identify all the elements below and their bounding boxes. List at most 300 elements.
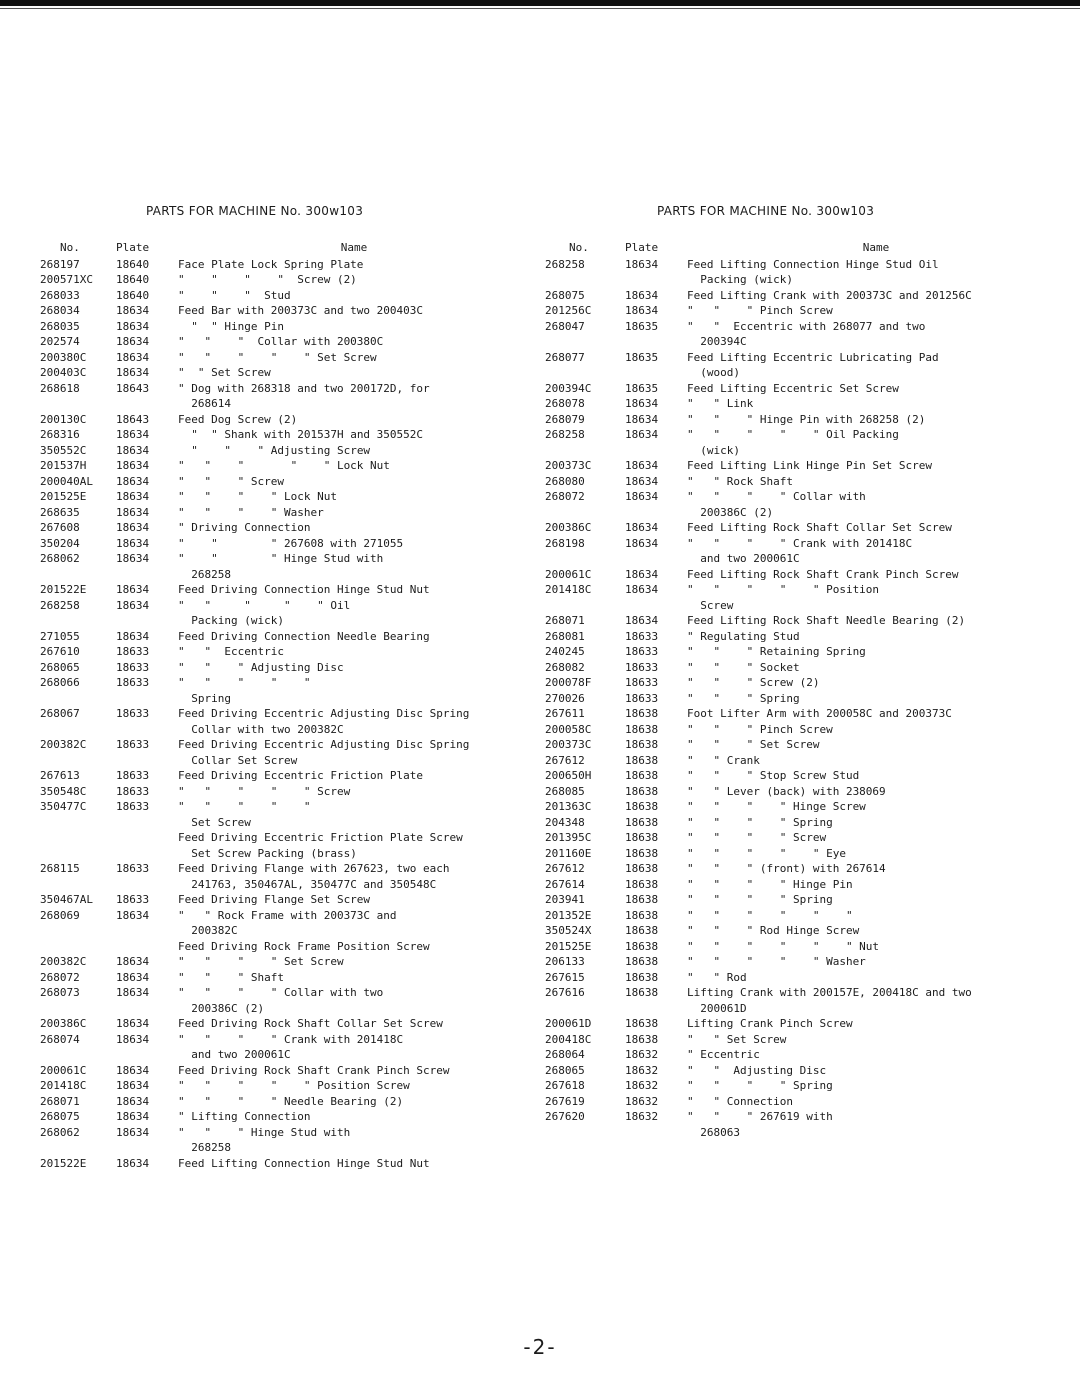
part-row	[40, 737, 530, 768]
part-name: " Driving Connection	[178, 521, 311, 534]
plate-number: 18634	[116, 1125, 150, 1139]
part-name: " " " " Spring	[687, 1079, 833, 1092]
plate-number: 18633	[625, 629, 659, 643]
part-number: 350548C	[40, 784, 87, 798]
left-column-title: PARTS FOR MACHINE No. 300w103	[146, 204, 364, 218]
part-row	[545, 1032, 1065, 1048]
part-row	[545, 691, 1065, 707]
part-name: " " " Pinch Screw	[687, 304, 833, 317]
plate-number: 18634	[625, 428, 659, 441]
part-number: 201363C	[545, 800, 592, 813]
part-number: 267616	[545, 986, 585, 999]
part-name: " " " " Spring	[687, 893, 833, 906]
part-row	[40, 629, 530, 645]
part-name: Feed Lifting Link Hinge Pin Set Screw	[687, 459, 933, 472]
part-name: " " Rock Shaft	[687, 474, 793, 488]
plate-number: 18633	[116, 660, 150, 674]
part-row	[545, 970, 1065, 986]
part-row	[545, 877, 1065, 893]
part-name: Feed Bar with 200373C and two 200403C	[178, 304, 424, 317]
part-row	[40, 427, 530, 443]
part-name: " " " Socket	[687, 660, 800, 674]
plate-number: 18638	[625, 707, 659, 720]
part-name: Face Plate Lock Spring Plate	[178, 257, 364, 271]
part-row	[545, 892, 1065, 908]
part-row	[545, 737, 1065, 753]
plate-number: 18638	[625, 769, 659, 782]
plate-number: 18634	[116, 366, 150, 379]
part-name: Feed Lifting Connection Hinge Stud Oil Packing (wick)	[687, 257, 939, 286]
part-row	[545, 830, 1065, 846]
plate-number: 18634	[116, 474, 150, 488]
part-number: 270026	[545, 691, 585, 705]
part-name: " " Rock Frame with 200373C and 200382C	[178, 908, 397, 937]
part-row	[545, 1094, 1065, 1110]
part-number: 268080	[545, 474, 585, 488]
part-name: " " " " " Oil Packing (wick)	[687, 428, 899, 457]
part-name: " Lifting Connection	[178, 1110, 311, 1123]
part-number: 200386C	[545, 521, 592, 534]
part-row	[40, 846, 530, 862]
part-row	[40, 458, 530, 474]
part-name: " " Hinge Pin	[178, 319, 284, 333]
plate-number: 18635	[625, 319, 659, 333]
plate-number: 18634	[116, 536, 150, 550]
part-name: " " " " " Oil Packing (wick)	[178, 598, 351, 627]
part-row	[40, 474, 530, 490]
part-number: 202574	[40, 335, 80, 348]
part-row	[545, 350, 1065, 381]
part-name: " " " Set Screw	[687, 738, 820, 751]
part-number: 267613	[40, 769, 80, 782]
part-row	[545, 1016, 1065, 1032]
part-number: 200380C	[40, 350, 87, 364]
part-number: 200382C	[40, 955, 87, 968]
part-number: 200061D	[545, 1017, 592, 1030]
plate-number: 18634	[625, 257, 659, 271]
part-row	[40, 505, 530, 521]
part-number: 200040AL	[40, 474, 93, 488]
part-number: 350204	[40, 536, 80, 550]
part-name: Feed Driving Rock Shaft Crank Pinch Screw	[178, 1063, 450, 1077]
part-name: " " " Retaining Spring	[687, 645, 866, 658]
part-name: Feed Driving Rock Frame Position Screw	[178, 939, 430, 953]
plate-number: 18638	[625, 986, 659, 999]
part-number: 268033	[40, 288, 80, 302]
plate-number: 18634	[116, 521, 150, 534]
part-number: 268069	[40, 908, 80, 922]
part-name: " " " " " "	[687, 908, 853, 922]
part-number: 200058C	[545, 722, 592, 736]
part-name: " " " " " Position Screw	[687, 583, 880, 612]
part-row	[545, 489, 1065, 520]
plate-number: 18634	[116, 1079, 150, 1092]
part-number: 200571XC	[40, 273, 93, 286]
plate-number: 18638	[625, 784, 659, 798]
part-name: Feed Driving Rock Shaft Collar Set Screw	[178, 1017, 443, 1030]
part-number: 268067	[40, 707, 80, 720]
part-row	[545, 396, 1065, 412]
part-row	[40, 675, 530, 706]
part-name: Set Screw Packing (brass)	[178, 846, 357, 860]
part-name: " " " " " Eye	[687, 846, 846, 860]
part-row	[545, 520, 1065, 536]
plate-number: 18643	[116, 381, 150, 395]
left-parts-column	[40, 204, 530, 1171]
part-number: 268077	[545, 350, 585, 364]
plate-number: 18638	[625, 955, 659, 968]
part-name: " " " " " Washer	[687, 955, 866, 968]
plate-number: 18634	[625, 397, 659, 410]
part-number: 268065	[545, 1063, 585, 1077]
part-row	[40, 939, 530, 955]
part-number: 200078F	[545, 676, 592, 689]
part-name: " Eccentric	[687, 1048, 760, 1061]
plate-number: 18634	[625, 567, 659, 581]
part-number: 268073	[40, 986, 80, 999]
plate-number: 18640	[116, 288, 150, 302]
part-row	[545, 303, 1065, 319]
plate-number: 18633	[116, 738, 150, 751]
part-row	[545, 985, 1065, 1016]
plate-number: 18638	[625, 908, 659, 922]
part-row	[40, 985, 530, 1016]
part-name: " " " " Washer	[178, 505, 324, 519]
part-row	[545, 288, 1065, 304]
part-number: 200403C	[40, 366, 87, 379]
part-number: 268071	[40, 1094, 80, 1108]
part-row	[40, 303, 530, 319]
part-number: 200061C	[40, 1063, 87, 1077]
left-column-header	[40, 240, 530, 256]
plate-number: 18632	[625, 1063, 659, 1077]
part-number: 268047	[545, 319, 585, 333]
part-row	[40, 1078, 530, 1094]
part-number: 201256C	[545, 304, 592, 317]
plate-number: 18634	[625, 583, 659, 596]
part-number: 268258	[545, 257, 585, 271]
plate-number: 18634	[116, 955, 150, 968]
part-row	[40, 644, 530, 660]
plate-number: 18632	[625, 1094, 659, 1108]
plate-number: 18638	[625, 862, 659, 875]
plate-number: 18634	[625, 412, 659, 426]
plate-number: 18634	[625, 521, 659, 534]
plate-number: 18633	[116, 769, 150, 782]
part-name: Feed Driving Eccentric Friction Plate Screw	[178, 831, 463, 844]
part-number: 201395C	[545, 831, 592, 844]
part-number: 200650H	[545, 769, 592, 782]
part-name: " " " Hinge Pin with 268258 (2)	[687, 412, 926, 426]
part-name: " " " " " Spring	[178, 676, 311, 705]
plate-number: 18634	[116, 598, 150, 612]
part-name: " " Lever (back) with 238069	[687, 784, 886, 798]
part-number: 271055	[40, 629, 80, 643]
part-number: 268258	[545, 428, 585, 441]
header-plate: Plate	[116, 241, 150, 254]
part-row	[40, 489, 530, 505]
plate-number: 18633	[116, 676, 150, 689]
part-row	[40, 334, 530, 350]
part-number: 268085	[545, 784, 585, 798]
plate-number: 18633	[625, 691, 659, 705]
plate-number: 18634	[116, 304, 150, 317]
part-name: " " " Stop Screw Stud	[687, 769, 860, 782]
part-number: 200382C	[40, 738, 87, 751]
part-name: Feed Lifting Eccentric Lubricating Pad (wood)	[687, 350, 939, 379]
plate-number: 18634	[116, 1017, 150, 1030]
part-name: " " Shank with 201537H and 350552C	[178, 428, 424, 441]
part-row	[40, 288, 530, 304]
plate-number: 18638	[625, 738, 659, 751]
part-name: " " Connection	[687, 1094, 793, 1108]
plate-number: 18634	[116, 629, 150, 643]
part-row	[545, 722, 1065, 738]
plate-number: 18638	[625, 800, 659, 813]
part-number: 268065	[40, 660, 80, 674]
header-name: Name	[340, 241, 368, 254]
right-parts-column	[545, 204, 1065, 1140]
part-number: 267608	[40, 521, 80, 534]
part-number: 201418C	[545, 583, 592, 596]
part-row	[40, 954, 530, 970]
plate-number: 18634	[116, 1110, 150, 1123]
plate-number: 18635	[625, 381, 659, 395]
part-row	[40, 582, 530, 598]
part-name: " " Set Screw	[178, 366, 271, 379]
part-number: 350467AL	[40, 893, 93, 906]
plate-number: 18634	[116, 908, 150, 922]
part-row	[545, 815, 1065, 831]
plate-number: 18638	[625, 831, 659, 844]
part-number: 268071	[545, 614, 585, 627]
part-row	[40, 1109, 530, 1125]
plate-number: 18634	[116, 970, 150, 984]
part-name: " " Crank	[687, 753, 760, 767]
part-number: 268316	[40, 428, 80, 441]
part-number: 350477C	[40, 800, 87, 813]
part-number: 268072	[545, 490, 585, 503]
part-name: Feed Driving Connection Hinge Stud Nut	[178, 583, 430, 596]
right-column-header	[545, 240, 1065, 256]
right-column-title: PARTS FOR MACHINE No. 300w103	[657, 204, 875, 218]
part-name: " " " " Hinge Screw	[687, 800, 866, 813]
plate-number: 18640	[116, 257, 150, 271]
part-name: " Dog with 268318 and two 200172D, for 268614	[178, 381, 430, 410]
part-number: 268081	[545, 629, 585, 643]
part-row	[545, 567, 1065, 583]
part-row	[40, 272, 530, 288]
part-row	[40, 892, 530, 908]
part-number: 267611	[545, 707, 585, 720]
part-number: 268035	[40, 319, 80, 333]
part-name: Feed Lifting Rock Shaft Crank Pinch Screw	[687, 567, 959, 581]
page-number: -2-	[523, 1335, 557, 1359]
part-number: 204348	[545, 815, 585, 829]
part-name: " " " " Screw	[687, 831, 827, 844]
part-number: 268635	[40, 505, 80, 519]
plate-number: 18638	[625, 846, 659, 860]
part-row	[545, 768, 1065, 784]
part-name: " " " " Spring	[687, 815, 833, 829]
part-name: " " " Hinge Stud with 268258	[178, 1125, 351, 1154]
part-row	[40, 381, 530, 412]
header-name: Name	[862, 241, 890, 254]
plate-number: 18632	[625, 1079, 659, 1092]
part-number: 201522E	[40, 1156, 87, 1170]
part-name: " " " Stud	[178, 288, 291, 302]
part-row	[545, 923, 1065, 939]
left-parts-list	[40, 257, 530, 1172]
part-row	[40, 784, 530, 800]
part-name: " " " " Crank with 201418C and two 200061C	[687, 536, 913, 565]
part-number: 350524X	[545, 924, 592, 937]
plate-number: 18638	[625, 893, 659, 906]
part-row	[40, 536, 530, 552]
part-name: " " Eccentric	[178, 645, 284, 658]
plate-number: 18633	[116, 707, 150, 720]
plate-number: 18634	[116, 1063, 150, 1077]
plate-number: 18632	[625, 1110, 659, 1123]
plate-number: 18633	[116, 800, 150, 813]
part-name: " " " Collar with 200380C	[178, 335, 384, 348]
part-name: " " " " Screw (2)	[178, 273, 357, 286]
plate-number: 18638	[625, 753, 659, 767]
part-row	[40, 1016, 530, 1032]
part-row	[545, 954, 1065, 970]
part-name: " " " Screw (2)	[687, 676, 820, 689]
part-number: 268074	[40, 1032, 80, 1046]
header-no: No.	[60, 241, 80, 254]
plate-number: 18634	[625, 474, 659, 488]
part-name: " " " 267608 with 271055	[178, 536, 404, 550]
part-number: 201522E	[40, 583, 87, 596]
part-row	[40, 257, 530, 273]
part-row	[545, 536, 1065, 567]
plate-number: 18638	[625, 970, 659, 984]
part-name: Feed Lifting Crank with 200373C and 201256C	[687, 288, 972, 302]
part-number: 200418C	[545, 1032, 592, 1046]
part-name: Feed Driving Connection Needle Bearing	[178, 629, 430, 643]
part-row	[40, 1094, 530, 1110]
plate-number: 18634	[116, 490, 150, 503]
part-name: Lifting Crank with 200157E, 200418C and two 200061D	[687, 986, 972, 1015]
part-row	[40, 799, 530, 830]
part-row	[40, 908, 530, 939]
part-number: 350552C	[40, 443, 87, 457]
plate-number: 18634	[625, 288, 659, 302]
header-plate: Plate	[625, 241, 659, 254]
part-row	[40, 350, 530, 366]
part-row	[545, 319, 1065, 350]
right-parts-list	[545, 257, 1065, 1141]
part-number: 268197	[40, 257, 80, 271]
part-name: " " Link	[687, 397, 754, 410]
plate-number: 18634	[116, 552, 150, 565]
part-row	[545, 846, 1065, 862]
plate-number: 18635	[625, 350, 659, 364]
part-row	[545, 799, 1065, 815]
part-row	[40, 365, 530, 381]
plate-number: 18638	[625, 815, 659, 829]
scan-top-line	[0, 8, 1080, 9]
part-row	[545, 412, 1065, 428]
part-name: " " " " " Screw	[178, 784, 351, 798]
plate-number: 18638	[625, 877, 659, 891]
part-number: 201525E	[40, 490, 87, 503]
part-name: " " " Hinge Stud with 268258	[178, 552, 384, 581]
part-name: Foot Lifter Arm with 200058C and 200373C	[687, 707, 952, 720]
part-name: Feed Lifting Rock Shaft Collar Set Screw	[687, 521, 952, 534]
plate-number: 18633	[116, 645, 150, 658]
part-row	[40, 660, 530, 676]
part-row	[40, 1063, 530, 1079]
part-name: " " " " Hinge Pin	[687, 877, 853, 891]
plate-number: 18634	[116, 1156, 150, 1170]
part-name: " " " Shaft	[178, 970, 284, 984]
part-number: 200130C	[40, 412, 87, 426]
part-name: Feed Driving Flange Set Screw	[178, 893, 371, 906]
part-row	[40, 520, 530, 536]
part-name: " " " " Crank with 201418C and two 200061C	[178, 1032, 404, 1061]
part-number: 268075	[545, 288, 585, 302]
part-number: 268072	[40, 970, 80, 984]
part-row	[545, 582, 1065, 613]
part-number: 267618	[545, 1079, 585, 1092]
part-number: 267619	[545, 1094, 585, 1108]
plate-number: 18634	[116, 350, 150, 364]
plate-number: 18638	[625, 924, 659, 937]
part-number: 201537H	[40, 459, 87, 472]
plate-number: 18634	[116, 335, 150, 348]
part-number: 267612	[545, 753, 585, 767]
part-row	[545, 1078, 1065, 1094]
part-name: Feed Driving Eccentric Adjusting Disc Spring Collar with two 200382C	[178, 707, 470, 736]
part-row	[545, 706, 1065, 722]
part-name: " " " " " Position Screw	[178, 1079, 410, 1092]
part-name: Feed Lifting Rock Shaft Needle Bearing (2)	[687, 614, 966, 627]
plate-number: 18638	[625, 722, 659, 736]
part-name: Lifting Crank Pinch Screw	[687, 1017, 853, 1030]
plate-number: 18634	[116, 428, 150, 441]
part-name: " " " Rod Hinge Screw	[687, 924, 860, 937]
part-number: 268115	[40, 862, 80, 875]
plate-number: 18633	[625, 676, 659, 689]
header-no: No.	[569, 241, 589, 254]
part-name: " " " " Collar with two 200386C (2)	[178, 986, 384, 1015]
part-number: 268075	[40, 1110, 80, 1123]
scan-top-border	[0, 0, 1080, 6]
part-number: 203941	[545, 893, 585, 906]
part-row	[545, 1063, 1065, 1079]
part-row	[545, 675, 1065, 691]
plate-number: 18634	[116, 459, 150, 472]
plate-number: 18633	[116, 862, 150, 875]
part-row	[545, 939, 1065, 955]
part-name: " " Adjusting Disc	[687, 1063, 827, 1077]
part-name: Feed Dog Screw (2)	[178, 412, 298, 426]
plate-number: 18632	[625, 1048, 659, 1061]
part-row	[545, 474, 1065, 490]
part-number: 268066	[40, 676, 80, 689]
plate-number: 18633	[116, 893, 150, 906]
plate-number: 18638	[625, 1032, 659, 1046]
part-name: " Regulating Stud	[687, 629, 800, 643]
part-number: 267612	[545, 862, 585, 875]
part-number: 268618	[40, 381, 80, 395]
part-number: 267615	[545, 970, 585, 984]
part-row	[40, 319, 530, 335]
